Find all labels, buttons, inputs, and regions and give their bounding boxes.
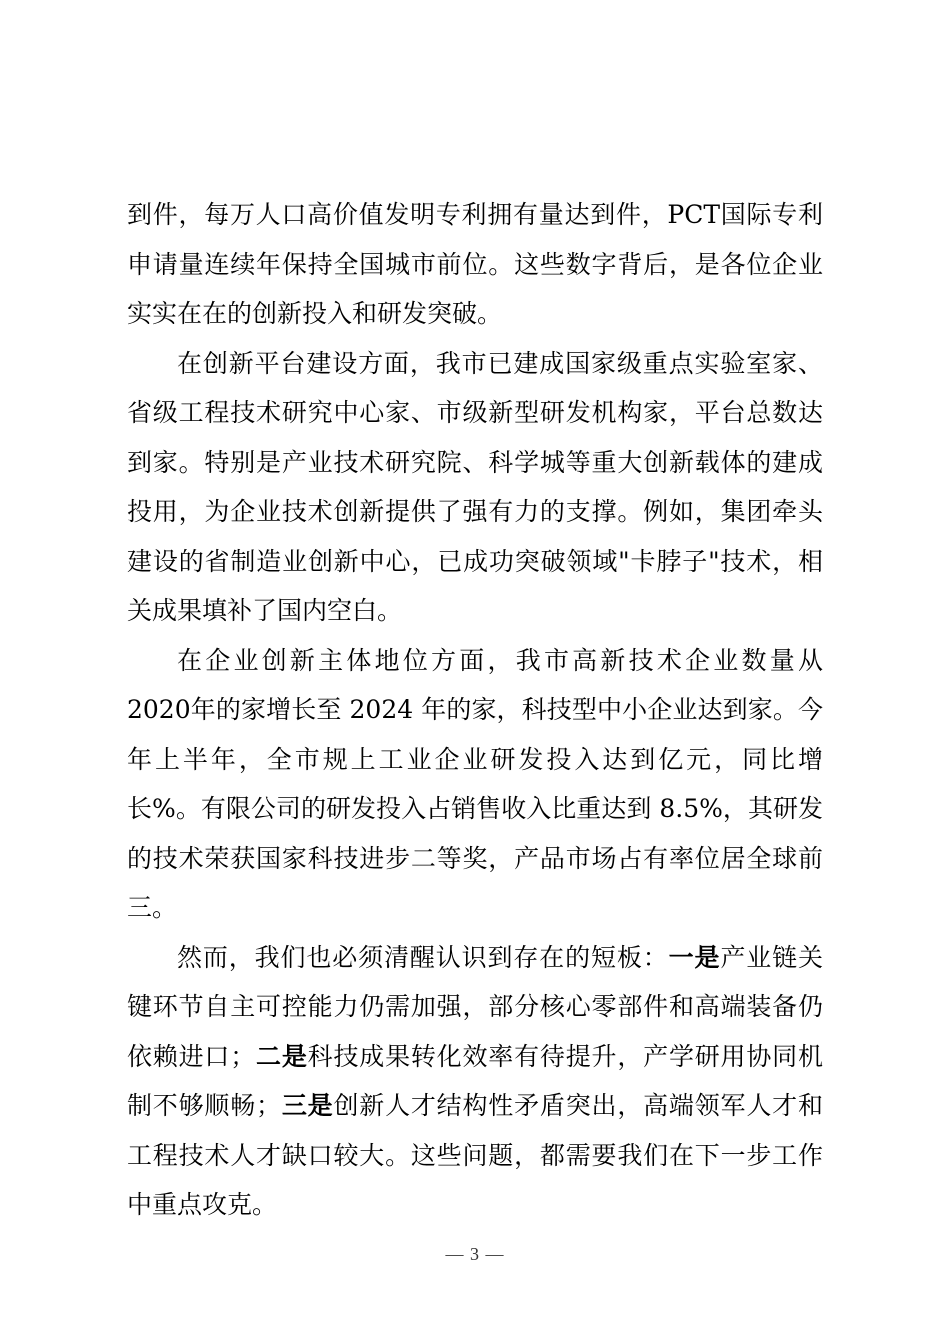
paragraph-text: 到件，每万人口高价值发明专利拥有量达到件，PCT国际专利申请量连续年保持全国城市前位。这些数字背后，是各位企业实实在在的创新投入和研发突破。 [127,200,823,328]
bold-marker-second: 二是 [255,1041,308,1071]
bold-marker-third: 三是 [281,1091,334,1120]
paragraph-4 [127,933,823,1230]
paragraph-text: 科技成果转化效率有待提升，产学研用协同机制不够顺畅； [127,1041,823,1120]
paragraph-text: 创新人才结构性矛盾突出，高端领军人才和工程技术人才缺口较大。这些问题，都需要我们在下一步工作中重点攻克。 [127,1091,823,1219]
paragraph-3 [127,636,823,933]
paragraph-1 [127,190,823,339]
document-body [127,190,823,1230]
paragraph-text: 在企业创新主体地位方面，我市高新技术企业数量从 2020年的家增长至 2024 年的家，科技型中小企业达到家。今年上半年，全市规上工业企业研发投入达到亿元，同比增长%。有限公司的研发投入占销售收入比重达到 8.5%，其研发的技术荣获国家科技进步二等奖，产品市场占有率位居全球前三。 [127,645,823,922]
paragraph-text: 产业链关键环节自主可控能力仍需加强，部分核心零部件和高端装备仍依赖进口； [127,942,823,1071]
paragraph-text: 在创新平台建设方面，我市已建成国家级重点实验室家、省级工程技术研究中心家、市级新型研发机构家，平台总数达到家。特别是产业技术研究院、科学城等重大创新载体的建成投用，为企业技术创新提供了强有力的支撑。例如，集团牵头建设的省制造业创新中心，已成功突破领域"卡脖子"技术，相关成果填补了国内空白。 [127,348,823,625]
page-number: — 3 — [445,1244,505,1264]
paragraph-text: 然而，我们也必须清醒认识到存在的短板： [177,942,669,972]
bold-marker-first: 一是 [668,942,721,972]
paragraph-2 [127,339,823,636]
